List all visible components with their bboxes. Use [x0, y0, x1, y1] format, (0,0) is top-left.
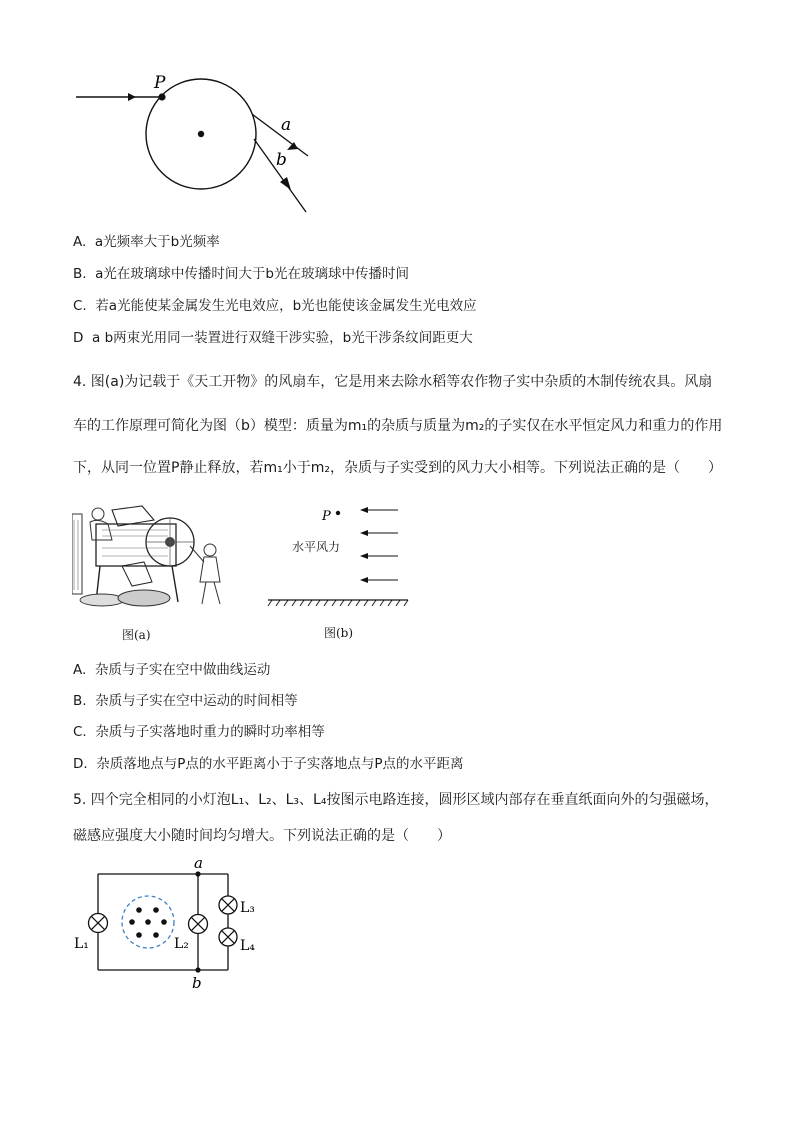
bulb-l2-label: L₂ [174, 936, 189, 952]
ground-hatch [268, 600, 408, 606]
q4-option-d: D. 杂质落地点与P点的水平距离小于子实落地点与P点的水平距离 [73, 756, 464, 772]
bulb-l1-label: L₁ [74, 936, 89, 952]
node-a-label: a [194, 854, 203, 872]
ray-b-arrow-icon [280, 177, 291, 190]
incident-arrow-icon [128, 93, 136, 101]
q3-option-a: A. a光频率大于b光频率 [73, 234, 220, 250]
q3-option-d: D a b两束光用同一装置进行双缝干涉实验，b光干涉条纹间距更大 [73, 330, 473, 346]
fig-b-point-label: P [322, 509, 331, 524]
q5-stem-line1: 5. 四个完全相同的小灯泡L₁、L₂、L₃、L₄按图示电路连接，圆形区域内部存在垂直纸面向外的匀强磁场， [73, 792, 719, 808]
ray-a-arrow-icon [287, 142, 298, 150]
label-a: a [281, 115, 292, 135]
node-a [195, 871, 200, 876]
bulb-l4-icon [219, 928, 237, 946]
q3-option-c: C. 若a光能使某金属发生光电效应，b光也能使该金属发生光电效应 [73, 298, 477, 314]
bulb-l3-icon [219, 896, 237, 914]
bulb-l2-icon [189, 915, 208, 934]
q3-option-b: B. a光在玻璃球中传播时间大于b光在玻璃球中传播时间 [73, 266, 409, 282]
point-p [158, 93, 165, 100]
bulb-l1-icon [89, 914, 108, 933]
fig-b-wind-label: 水平风力 [292, 540, 341, 554]
fig-b-caption: 图(b) [324, 626, 354, 640]
sphere-center [198, 131, 204, 137]
bulb-l3-label: L₃ [240, 900, 255, 916]
q4-stem-line2: 车的工作原理可简化为图（b）模型：质量为m₁的杂质与质量为m₂的子实仅在水平恒定风力和重力的作用 [73, 418, 723, 434]
fig-b-point [336, 511, 340, 515]
node-b-label: b [192, 974, 202, 992]
label-b: b [276, 150, 287, 170]
q4-option-a: A. 杂质与子实在空中做曲线运动 [73, 662, 271, 678]
label-p: P [154, 73, 166, 93]
winnowing-machine-illustration [72, 500, 228, 608]
q4-stem-line1: 4. 图(a)为记载于《天工开物》的风扇车，它是用来去除水稻等农作物子实中杂质的木制传统农具。风扇 [73, 374, 713, 390]
node-b [195, 967, 200, 972]
q5-stem-line2: 磁感应强度大小随时间均匀增大。下列说法正确的是（ ） [73, 828, 451, 844]
fig-a-caption: 图(a) [122, 628, 151, 642]
q5-circuit-diagram [70, 852, 270, 992]
field-dots-icon [129, 907, 167, 938]
q4-option-c: C. 杂质与子实落地时重力的瞬时功率相等 [73, 724, 325, 740]
q4-option-b: B. 杂质与子实在空中运动的时间相等 [73, 693, 298, 709]
bulb-l4-label: L₄ [240, 938, 255, 954]
wind-arrows [362, 510, 398, 580]
q3-figure [70, 66, 320, 216]
q4-stem-line3: 下，从同一位置P静止释放，若m₁小于m₂，杂质与子实受到的风力大小相等。下列说法正确的是（ ） [73, 460, 722, 476]
